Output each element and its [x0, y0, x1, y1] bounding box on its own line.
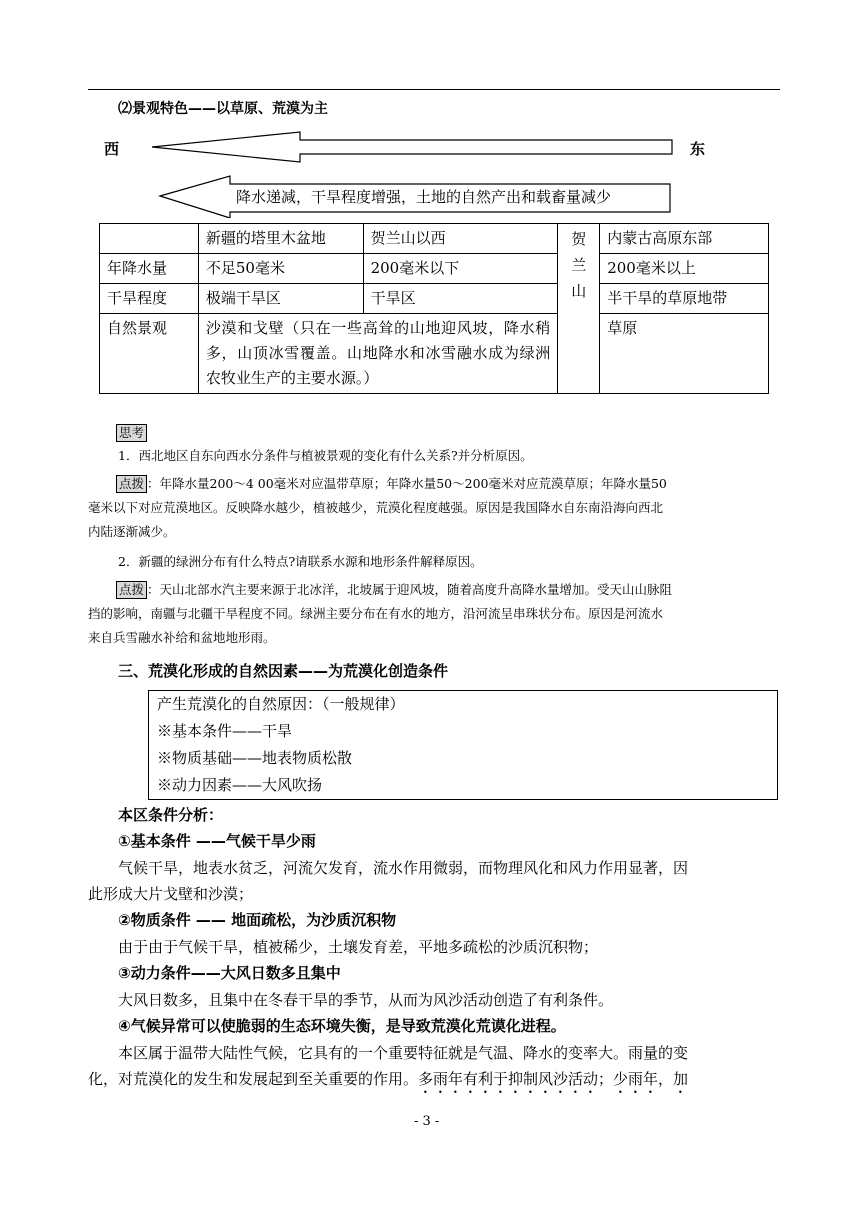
box-item: ※动力因素——大风吹扬: [157, 776, 323, 794]
table-cell: 不足50毫米: [198, 254, 363, 284]
answer-1-line-1: 点拨 ：年降水量200～4 00毫米对应温带草原；年降水量50～200毫米对应荒漠草原；年降水量50: [116, 472, 667, 496]
table-cell: 半干旱的草原地带: [600, 284, 769, 314]
box-item: ※物质基础——地表物质松散: [157, 749, 353, 767]
condition-3-title: ③动力条件——大风日数多且集中: [118, 964, 341, 982]
helan-mountain-cell: [558, 224, 600, 394]
condition-4-title: ④气候异常可以使脆弱的生态环境失衡，是导致荒漠化荒谟化进程。: [118, 1017, 566, 1035]
climate-table: [99, 223, 769, 394]
think-tag: 思考: [116, 422, 147, 442]
section2-title: ⑵景观特色——以草原、荒漠为主: [118, 101, 328, 117]
condition-1-line-1: 气候干旱，地表水贫乏，河流欠发育，流水作用微弱，而物理风化和风力作用显著，因: [118, 859, 689, 877]
table-cell: 200毫米以下: [363, 254, 558, 284]
box-item: ※基本条件——干旱: [157, 722, 293, 740]
table-cell: 自然景观: [100, 314, 199, 394]
page-number: - 3 -: [414, 1114, 440, 1129]
table-cell: 200毫米以上: [600, 254, 769, 284]
divider-char: 贺: [571, 230, 587, 248]
table-cell: 内蒙古高原东部: [600, 224, 769, 254]
upper-arrow: [152, 132, 672, 162]
table-cell: 新疆的塔里木盆地: [198, 224, 363, 254]
condition-2-line-1: 由于由于气候干旱，植被稀少，土壤发育差，平地多疏松的沙质沉积物；: [118, 938, 599, 956]
condition-3-line-1: 大风日数多，且集中在冬春干旱的季节，从而为风沙活动创造了有利条件。: [118, 991, 614, 1009]
condition-1-title: ①基本条件 ——气候干旱少雨: [118, 832, 316, 850]
table-row: [100, 284, 769, 314]
divider-char: 山: [571, 282, 587, 300]
box-title: 产生荒漠化的自然原因：（一般规律）: [157, 695, 405, 713]
table-cell: 干旱区: [363, 284, 558, 314]
question-2: 2．新疆的绿洲分布有什么特点?请联系水源和地形条件解释原因。: [118, 554, 483, 569]
table-row: [100, 314, 769, 394]
table-cell: 沙漠和戈壁（只在一些高耸的山地迎风坡，降水稍多，山顶冰雪覆盖。山地降水和冰雪融水成为绿洲农牧业生产的主要水源。）: [198, 314, 557, 394]
table-cell: 极端干旱区: [198, 284, 363, 314]
section3-title: 三、荒漠化形成的自然因素——为荒漠化创造条件: [118, 662, 449, 680]
emphasized-text: 多雨年有利于抑制风沙活动；少雨年，加: [418, 1070, 689, 1088]
answer-2-line-2: 挡的影响，南疆与北疆干旱程度不同。绿洲主要分布在有水的地方，沿河流呈串珠状分布。原因是河流水: [88, 606, 664, 621]
table-cell: 干旱程度: [100, 284, 199, 314]
answer-2-line-3: 来自兵雪融水补给和盆地地形雨。: [88, 630, 276, 645]
table-row: [100, 224, 769, 254]
table-cell: 年降水量: [100, 254, 199, 284]
table-row: [100, 254, 769, 284]
hint-tag: 点拨: [116, 581, 147, 599]
analysis-title: 本区条件分析：: [118, 806, 224, 824]
east-label: 东: [690, 140, 706, 158]
table-cell: 草原: [600, 314, 769, 394]
table-cell: 贺兰山以西: [363, 224, 558, 254]
question-1: 1．西北地区自东向西水分条件与植被景观的变化有什么关系?并分析原因。: [118, 448, 533, 463]
condition-4-line-1: 本区属于温带大陆性气候，它具有的一个重要特征就是气温、降水的变率大。雨量的变: [118, 1044, 689, 1062]
header-rule: [88, 89, 780, 90]
arrow-text: 降水递减，干旱程度增强，土地的自然产出和载畜量减少: [236, 188, 612, 206]
condition-2-title: ②物质条件 —— 地面疏松，为沙质沉积物: [118, 911, 397, 929]
answer-1-line-2: 毫米以下对应荒漠地区。反映降水越少，植被越少，荒漠化程度越强。原因是我国降水自东南沿海向西北: [88, 500, 664, 515]
table-cell: [100, 224, 199, 254]
west-label: 西: [104, 140, 120, 158]
natural-causes-box: [148, 690, 778, 800]
condition-1-line-2: 此形成大片戈壁和沙漠；: [88, 885, 254, 903]
condition-4-line-2: 化，对荒漠化的发生和发展起到至关重要的作用。多雨年有利于抑制风沙活动；少雨年，加: [88, 1070, 689, 1088]
hint-tag: 点拨: [116, 475, 147, 493]
answer-1-line-3: 内陆逐渐减少。: [88, 524, 176, 539]
answer-2-line-1: 点拨 ：天山北部水汽主要来源于北冰洋，北坡属于迎风坡，随着高度升高降水量增加。受天山山脉阻: [116, 578, 672, 602]
divider-char: 兰: [571, 256, 587, 274]
